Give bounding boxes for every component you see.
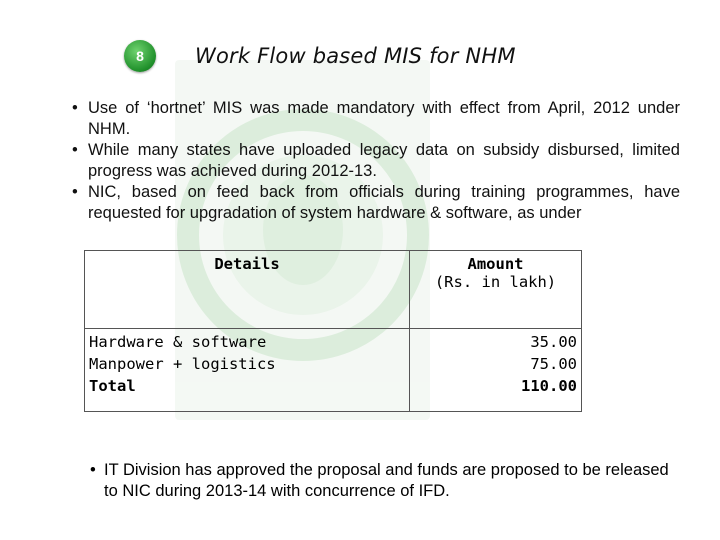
table-row-item: Manpower + logistics (89, 355, 276, 373)
bullet-item: • While many states have uploaded legacy data on subsidy disbursed, limited progress was achieved during 2012-13. (70, 140, 680, 182)
bullet-item: • NIC, based on feed back from officials during training programmes, have requested for upgradation of system hardware & software, as under (70, 182, 680, 224)
table-row-item: Hardware & software (89, 333, 267, 351)
cost-table (84, 250, 582, 412)
details-cell (85, 329, 410, 412)
table-row-item-total: Total (89, 377, 136, 395)
slide-number-badge: 8 (124, 40, 156, 72)
amount-cell (410, 329, 582, 412)
header-amount-unit: (Rs. in lakh) (434, 273, 557, 291)
bullet-list (70, 98, 680, 224)
header-amount (410, 251, 582, 329)
bullet-item: • Use of ‘hortnet’ MIS was made mandatory with effect from April, 2012 under NHM. (70, 98, 680, 140)
note-list (88, 460, 678, 502)
header-details: Details (85, 251, 410, 329)
table-row-amount: 75.00 (530, 355, 577, 373)
table-row-amount-total: 110.00 (521, 377, 577, 395)
header-amount-title: Amount (467, 255, 524, 273)
slide-title: Work Flow based MIS for NHM (195, 44, 516, 68)
table-header-row (85, 251, 582, 329)
table-body-row (85, 329, 582, 412)
table-row-amount: 35.00 (530, 333, 577, 351)
note-item: • IT Division has approved the proposal and funds are proposed to be released to NIC during 2013-14 with concurrence of IFD. (88, 460, 678, 502)
